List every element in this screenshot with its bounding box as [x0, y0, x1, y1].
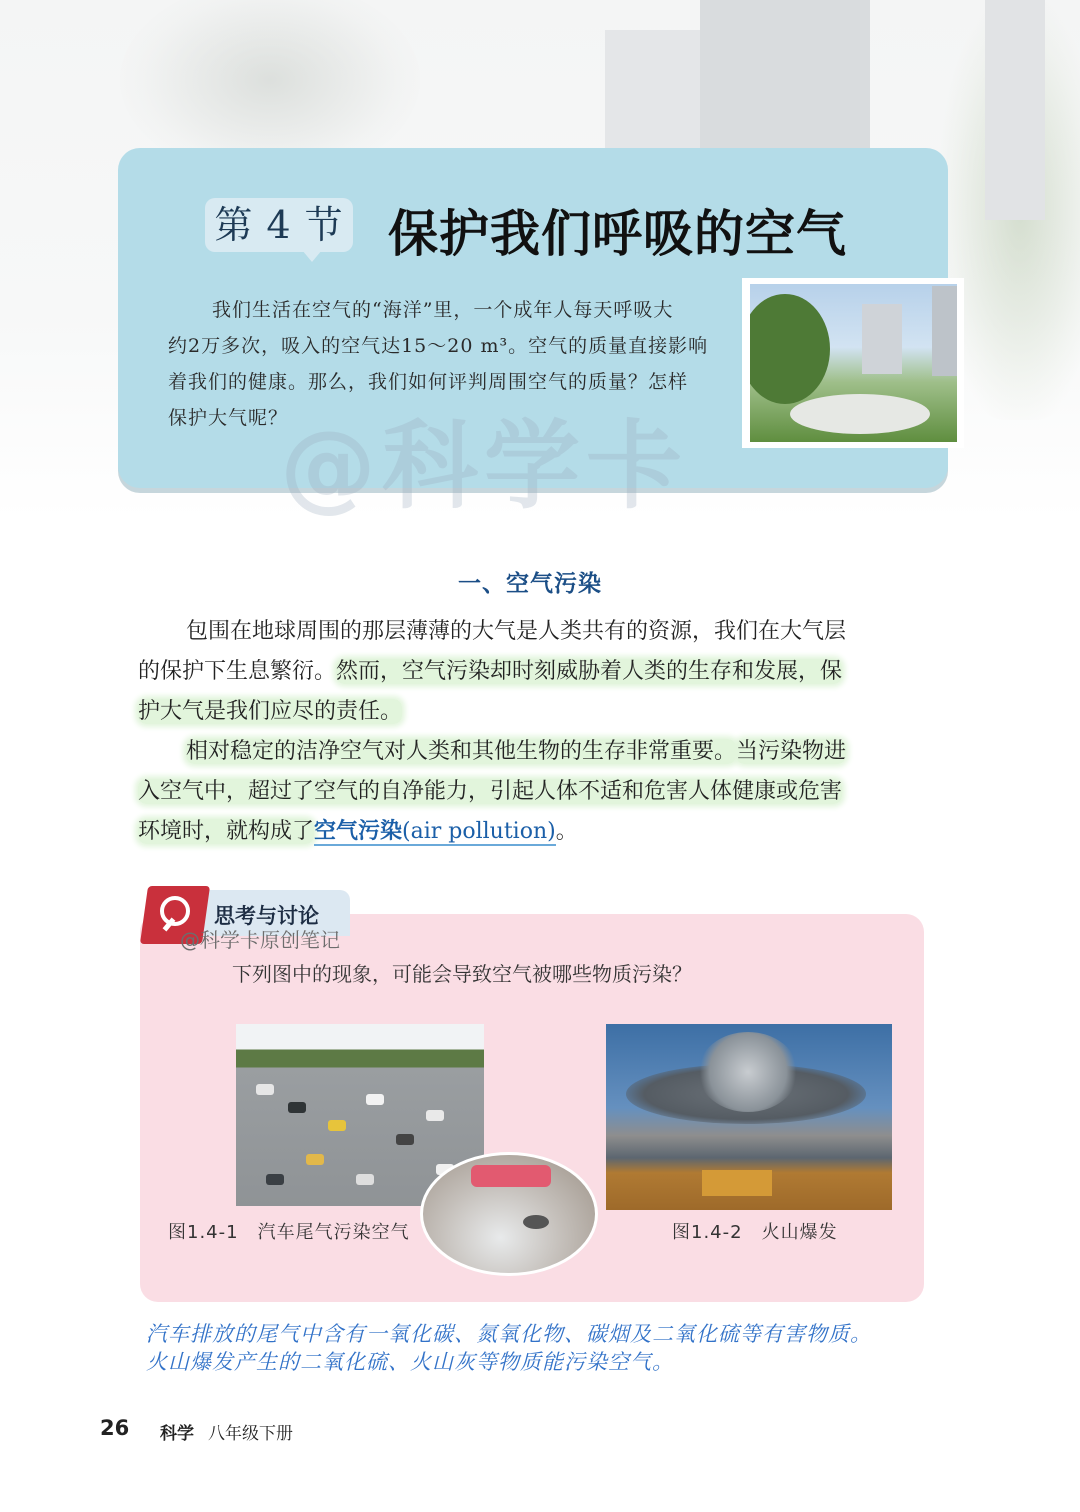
car — [306, 1154, 324, 1165]
paragraph-line — [138, 692, 938, 732]
figure-caption: 图1.4-2 火山爆发 — [672, 1222, 838, 1243]
car — [396, 1134, 414, 1145]
car — [356, 1174, 374, 1185]
handwritten-note: 火山爆发产生的二氧化硫、火山灰等物质能污染空气。 — [146, 1350, 674, 1374]
volcano-photo — [606, 1024, 892, 1210]
paragraph-line — [138, 772, 938, 812]
magnifier-lens — [160, 896, 190, 926]
paragraph-line: 环境时，就构成了空气污染(air pollution)。 — [138, 819, 578, 844]
garden-photo — [742, 278, 964, 448]
background-building — [985, 0, 1045, 220]
section-heading: 一、空气污染 — [458, 571, 602, 597]
highlighted-text: 护大气是我们应尽的责任。 — [138, 699, 403, 724]
car — [256, 1084, 274, 1095]
grade-label: 八年级下册 — [208, 1424, 293, 1444]
watermark: @科学卡 — [280, 410, 688, 522]
highlighted-text: 入空气中，超过了空气的自净能力，引起人体不适和危害人体健康或危害 — [138, 779, 843, 804]
discussion-question: 下列图中的现象，可能会导致空气被哪些物质污染？ — [232, 962, 692, 986]
intro-line: 约2万多次，吸入的空气达15～20 m³。空气的质量直接影响 — [168, 335, 709, 357]
car — [366, 1094, 384, 1105]
paragraph-line: 的保护下生息繁衍。然而，空气污染却时刻威胁着人类的生存和发展，保 — [138, 659, 843, 684]
paragraph-line: 包围在地球周围的那层薄薄的大气是人类共有的资源，我们在大气层 — [186, 619, 847, 644]
background-building — [605, 30, 715, 160]
photo-building — [932, 286, 957, 376]
highlighted-text: 然而，空气污染却时刻威胁着人类的生存和发展，保 — [336, 659, 843, 684]
background-building — [700, 0, 870, 160]
section-title: 保护我们呼吸的空气 — [388, 205, 847, 263]
exhaust-pipe-photo — [420, 1152, 598, 1276]
book-title: 科学 — [160, 1424, 194, 1444]
key-term: 空气污染 — [314, 819, 403, 844]
paragraph-2 — [138, 732, 938, 852]
paragraph-line — [138, 732, 938, 772]
discussion-watermark: @科学卡原创笔记 — [180, 928, 340, 952]
car — [328, 1120, 346, 1131]
paragraph-1 — [138, 612, 938, 732]
photo-tree — [750, 294, 830, 404]
eruption-plume — [698, 1032, 798, 1112]
car — [266, 1174, 284, 1185]
figure-caption: 图1.4-1 汽车尾气污染空气 — [168, 1222, 410, 1243]
intro-line: 我们生活在空气的“海洋”里，一个成年人每天呼吸大 — [212, 299, 674, 321]
photo-path — [790, 394, 930, 434]
page-number: 26 — [100, 1416, 130, 1440]
farm-building — [702, 1170, 772, 1196]
highlighted-text: 相对稳定的洁净空气对人类和其他生物的生存非常重要。 — [186, 739, 737, 764]
intro-line: 保护大气呢？ — [168, 407, 289, 429]
car — [426, 1110, 444, 1121]
highlighted-text: 当污染物进 — [736, 739, 847, 764]
highlighted-text: 环境时，就构成了 — [138, 819, 315, 844]
photo-building — [862, 304, 902, 374]
handwritten-note: 汽车排放的尾气中含有一氧化碳、氮氧化物、碳烟及二氧化硫等有害物质。 — [146, 1322, 872, 1346]
intro-line: 着我们的健康。那么，我们如何评判周围空气的质量？怎样 — [168, 371, 689, 393]
car — [288, 1102, 306, 1113]
key-term-english: (air pollution) — [402, 819, 556, 844]
section-label: 第 4 节 — [214, 203, 344, 247]
discussion-title: 思考与讨论 — [214, 904, 319, 928]
